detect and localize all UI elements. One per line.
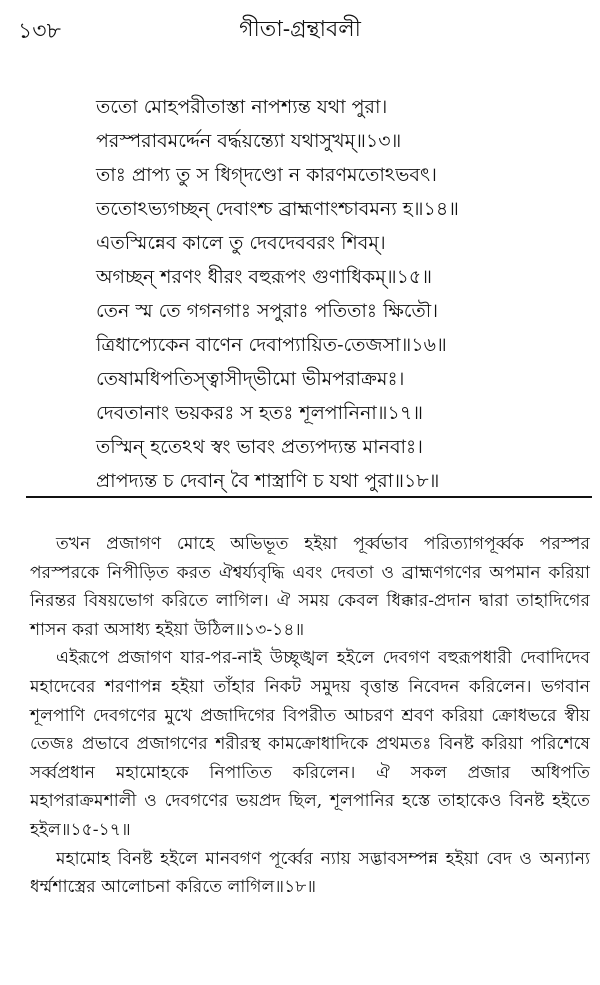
verse-line: তস্মিন্ হতেঽথ স্বং ভাবং প্রত্যপদ্যন্ত মানবাঃ। — [96, 436, 423, 458]
running-title: গীতা-গ্রন্থাবলী — [239, 17, 361, 42]
verse-reference: হইল॥১৫-১৭॥ — [30, 819, 131, 840]
verse-line: পরস্পরাবমর্দ্দেন বর্দ্ধয়ন্ত্যো যথাসুখম্॥১৩॥ — [96, 130, 402, 152]
section-divider — [26, 496, 592, 498]
verse-line: ততোঽভ্যগচ্ছন্ দেবাংশ্চ ব্রাহ্মণাংশ্চাবমন্য হ॥১৪॥ — [96, 198, 459, 220]
sanskrit-verses — [96, 90, 582, 498]
verse-reference: লাগিল॥১৮॥ — [227, 877, 317, 898]
paragraph-text: তখন প্রজাগণ মোহে অভিভূত হইয়া পূর্ব্বভাব পরিত্যাগপূর্ব্বক পরস্পর পরস্পরকে নিপীড়িত করত ঐশ্বর্য্যবৃদ্ধি এবং দেবতা ও ব্রাহ্মণগণের অপমান করিয়া নিরন্তর বিষয়ভোগ করিতে লাগিল। ঐ সময় কেবল ধিক্কার-প্রদান দ্বারা তাহাদিগের শাসন করা অসাধ্য হইয়া — [30, 534, 590, 640]
verse-line: এতস্মিন্নেব কালে তু দেবদেববরং শিবম্। — [96, 232, 386, 254]
verse-line: দেবতানাং ভয়করঃ স হতঃ শূলপানিনা॥১৭॥ — [96, 402, 423, 424]
paragraph-text: এইরূপে প্রজাগণ যার-পর-নাই উচ্ছৃঙ্খল হইলে দেবগণ বহুরূপধারী দেবাদিদেব মহাদেবের শরণাপন্ন হইয়া তাঁহার নিকট সমুদয় বৃত্তান্ত নিবেদন করিলেন। ভগবান শূলপাণি দেবগণের মুখে প্রজাদিগের বিপরীত আচরণ শ্রবণ করিয়া ক্রোধভরে স্বীয় তেজঃ প্রভাবে প্রজাগণের শরীরস্থ কামক্রোধাদিকে প্রথমতঃ বিনষ্ট করিয়া পরিশেষে সর্ব্বপ্রধান মহামোহকে নিপাতিত করিলেন। ঐ সকল প্রজার অধিপতি মহাপরাক্রমশালী ও দেবগণের ভয়প্রদ ছিল, শূলপানির হস্তে তাহাকেও বিনষ্ট হইতে — [30, 648, 590, 812]
translation-paragraph — [30, 644, 590, 844]
verse-line: তেন স্ম তে গগনগাঃ সপুরাঃ পতিতাঃ ক্ষিতৌ। — [96, 300, 439, 322]
paragraph-text: মহামোহ বিনষ্ট হইলে মানবগণ পূর্ব্বের ন্যায় সদ্ভাবসম্পন্ন হইয়া বেদ ও অন্যান্য ধর্ম্মশাস্ত্রের আলোচনা করিতে — [30, 848, 590, 898]
verse-reference: উঠিল॥১৩-১৪॥ — [194, 619, 305, 640]
translation-paragraph — [30, 530, 590, 644]
verse-line: ততো মোহপরীতাস্তা নাপশ্যন্ত যথা পুরা। — [96, 96, 388, 118]
verse-line: তেষামধিপতিস্ত্বাসীদ্‌ভীমো ভীমপরাক্রমঃ। — [96, 368, 405, 390]
verse-line: তাঃ প্রাপ্য তু স ধিগ্‌দণ্ডো ন কারণমতোঽভবৎ। — [96, 164, 437, 186]
verse-line: ত্রিধাপ্যেকেন বাণেন দেবাপ্যায়িত-তেজসা॥১৬॥ — [96, 334, 447, 356]
bengali-translation — [30, 530, 590, 902]
translation-paragraph — [30, 845, 590, 902]
verse-line: অগচ্ছন্ শরণং ধীরং বহুরূপং গুণাধিকম্॥১৫॥ — [96, 266, 433, 288]
verse-line: প্রাপদ্যন্ত চ দেবান্ বৈ শাস্ত্রাণি চ যথা পুরা॥১৮॥ — [96, 470, 440, 492]
page-number: ১৩৮ — [18, 19, 61, 44]
page-header — [18, 4, 582, 48]
